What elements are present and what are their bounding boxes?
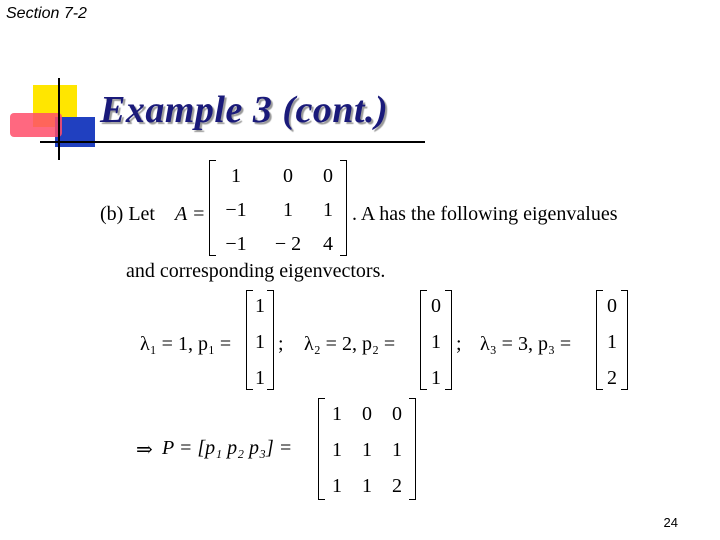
part-b-intro: (b) Let: [100, 203, 155, 225]
matrix-a-cell: 0: [283, 165, 293, 187]
matrix-p-cell: 1: [332, 439, 342, 461]
vector-p2-entry: 0: [431, 295, 441, 317]
matrix-p-cell: 0: [392, 403, 402, 425]
eigenvalues-text: . A has the following eigenvalues: [352, 203, 618, 225]
matrix-p-cell: 0: [362, 403, 372, 425]
eigenpair-1-label: λ₁ = 1, p₁ =: [140, 333, 232, 355]
matrix-a-cell: 1: [231, 165, 241, 187]
vector-p3-entry: 1: [607, 331, 617, 353]
vector-p3-entry: 2: [607, 367, 617, 389]
vector-p2: [420, 290, 452, 390]
vector-p2-entry: 1: [431, 367, 441, 389]
matrix-p-cell: 1: [362, 475, 372, 497]
page-number: 24: [663, 515, 678, 530]
section-label: Section 7-2: [6, 5, 87, 22]
vector-p3-entry: 0: [607, 295, 617, 317]
matrix-a-cell: 0: [323, 165, 333, 187]
vector-p1-entry: 1: [255, 331, 265, 353]
matrix-a: [209, 160, 347, 256]
title-underline: [40, 141, 425, 143]
implies-symbol: ⇒: [136, 439, 153, 461]
vector-p2-entry: 1: [431, 331, 441, 353]
eigenpair-2-label: λ₂ = 2, p₂ =: [304, 333, 396, 355]
matrix-a-cell: 4: [323, 233, 333, 255]
matrix-p-cell: 1: [332, 403, 342, 425]
p-expression: P = [p₁ p₂ p₃] =: [162, 437, 293, 459]
matrix-a-cell: 1: [323, 199, 333, 221]
separator: ;: [278, 333, 284, 355]
matrix-a-cell: 1: [283, 199, 293, 221]
matrix-p-cell: 1: [362, 439, 372, 461]
vector-p3: [596, 290, 628, 390]
separator: ;: [456, 333, 462, 355]
eigenvectors-text: and corresponding eigenvectors.: [126, 260, 386, 282]
vector-p1: [246, 290, 274, 390]
vector-p1-entry: 1: [255, 367, 265, 389]
vector-p1-entry: 1: [255, 295, 265, 317]
slide-title: Example 3 (cont.): [100, 89, 389, 131]
matrix-a-cell: −1: [225, 233, 247, 255]
matrix-a-cell: − 2: [274, 233, 302, 255]
eigenpair-3-label: λ₃ = 3, p₃ =: [480, 333, 572, 355]
matrix-p: [318, 398, 416, 500]
matrix-p-cell: 1: [392, 439, 402, 461]
matrix-a-cell: −1: [225, 199, 247, 221]
matrix-p-cell: 2: [392, 475, 402, 497]
matrix-p-cell: 1: [332, 475, 342, 497]
matrix-a-label: A =: [175, 203, 206, 225]
